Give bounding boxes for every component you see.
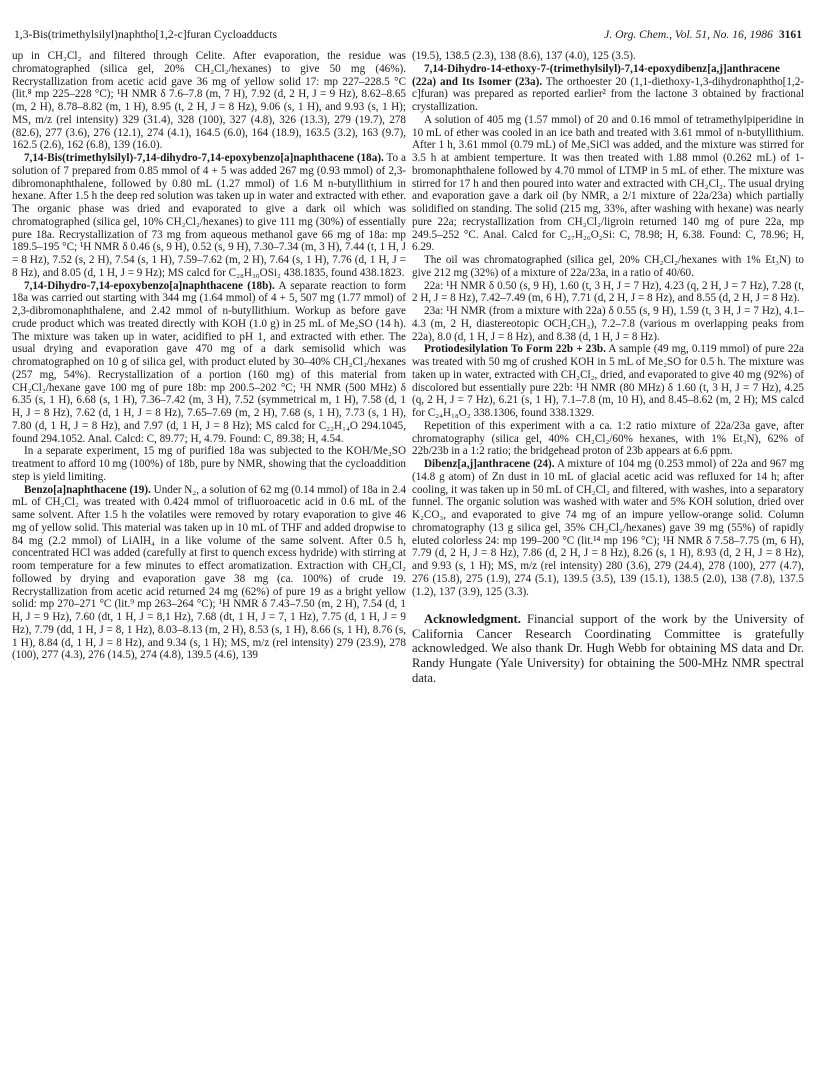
heading-24: Dibenz[a,j]anthracene (24). [424, 458, 555, 470]
paragraph-chromatography: The oil was chromatographed (silica gel, 20% CH₂Cl₂/hexanes with 1% Et₃N) to give 212 mg (32%) of a mixture of 22a/23a, in a ratio of 40/60. [412, 254, 804, 279]
heading-18b: 7,14-Dihydro-7,14-epoxybenzo[a]naphthacene (18b). [24, 279, 275, 292]
paragraph-protiodesilylation [412, 343, 804, 420]
paragraph-18a [12, 152, 406, 280]
paragraph-24 [412, 458, 804, 598]
body-18b: A separate reaction to form 18a was carried out starting with 344 mg (1.64 mmol) of 4 + 5, 507 mg (1.77 mmol) of 2,3-dibromonaphthalene, and 2.42 mmol of n-butyllithium. Workup as before gave crude product which was treated directly with KOH (1.0 g) in 25 mL of Me₂SO (14 h). The mixture was taken up in water, acidified to pH 1, and extracted with ether. The usual drying and evaporation gave 470 mg of a dark semisolid which was chromatographed on 10 g of silica gel, with product eluted by 30–40% CH₂Cl₂/hexanes (257 mg, 54%). Recrystallization of a portion (160 mg) of this material from CH₂Cl₂/hexane gave 100 mg of pure 18b: mp 200.5–202 °C; ¹H NMR (500 MHz) δ 6.35 (s, 1 H), 6.68 (s, 1 H), 7.36–7.42 (m, 3 H), 7.52 (symmetrical m, 1 H), 7.58 (d, 1 H, J = 8 Hz), 7.62 (d, 1 H, J = 8 Hz), 7.65–7.69 (m, 2 H), 7.68 (s, 1 H), 7.73 (s, 1 H), 7.80 (d, 1 H, J = 8 Hz), and 7.97 (d, 1 H, J = 8 Hz); MS calcd for C₂₂H₁₄O 294.1045, found 294.1052. Anal. Calcd: C, 89.77; H, 4.79. Found: C, 89.38; H, 4.54. [12, 279, 406, 445]
running-head-title: 1,3-Bis(trimethylsilyl)naphtho[1,2-c]furan Cycloadducts [14, 28, 278, 41]
paragraph-23a-nmr: 23a: ¹H NMR (from a mixture with 22a) δ 0.55 (s, 9 H), 1.59 (t, 3 H, J = 7 Hz), 4.1–4.3 (m, 2 H, diastereotopic OCH₂CH₃), 7.2–7.8 (various m overlapping peaks from 22a), 8.0 (d, 1 H, J = 8 Hz), and 8.38 (d, 1 H, J = 8 Hz). [412, 305, 804, 343]
body-protiodesilylation: A sample (49 mg, 0.119 mmol) of pure 22a was treated with 50 mg of crushed KOH in 5 mL of Me₂SO for 0.5 h. The mixture was taken up in water, extracted with CH₂Cl₂, dried, and evaporated to give 40 mg (92%) of discolored but essentially pure 22b: ¹H NMR (80 MHz) δ 1.60 (t, 3 H, J = 7 Hz), 4.25 (q, 2 H, J = 7 Hz), 6.21 (s, 1 H), 7.1–7.8 (m, 10 H), and 8.45–8.62 (m, 2 H); MS calcd for C₂₄H₁₈O₂ 338.1306, found 338.1329. [412, 343, 804, 419]
heading-18a: 7,14-Bis(trimethylsilyl)-7,14-dihydro-7,14-epoxybenzo[a]naphthacene (18a). [24, 152, 384, 164]
body-19: Under N₂, a solution of 62 mg (0.14 mmol) of 18a in 2.4 mL of CH₂Cl₂ was treated with 0.424 mmol of trifluoroacetic acid in 0.6 mL of the same solvent. After 1.5 h the volatiles were removed by rotary evaporation to give 46 mg of yellow solid. This material was taken up in 10 mL of THF and added dropwise to 84 mg (2.2 mmol) of LiAlH₄ in a like volume of the same solvent. After 0.5 h, concentrated HCl was added (carefully at first to quench excess hydride) with stirring at room temperature for a few minutes to effect aromatization. Extraction with CH₂Cl₂ followed by drying and evaporation gave 38 mg (ca. 100%) of crude 19. Recrystallization from acetic acid returned 24 mg (62%) of pure 19 as a bright yellow solid: mp 270–271 °C (lit.⁹ mp 263–264 °C); ¹H NMR δ 7.43–7.50 (m, 2 H), 7.54 (d, 1 H, J = 9 Hz), 7.60 (dt, 1 H, J = 8,1 Hz), 7.68 (dt, 1 H, J = 7, 1 Hz), 7.75 (d, 1 H, J = 9 Hz), 7.79 (dd, 1 H, J = 8, 1 Hz), 8.03–8.13 (m, 2 H), 8.53 (s, 1 H), 8.66 (s, 1 H), 8.76 (s, 1 H), 8.84 (d, 1 H, J = 8 Hz), and 9.34 (s, 1 H); MS, m/z (rel intensity) 279 (23.9), 278 (100), 277 (4.3), 276 (14.5), 274 (4.8), 139.5 (4.6), 139 [12, 483, 406, 662]
running-head [14, 28, 802, 44]
body-acknowledgment: Financial support of the work by the University of California Cancer Research Coordinating Committee is gratefully acknowledged. We also thank Dr. Hugh Webb for obtaining MS data and Dr. Randy Hungate (Yale University) for obtaining the 500-MHz NMR spectral data. [412, 612, 804, 685]
running-head-citation [604, 28, 802, 41]
paragraph-separate-experiment: In a separate experiment, 15 mg of purified 18a was subjected to the KOH/Me₂SO treatment to afford 10 mg (100%) of 18b, pure by NMR, showing that the cycloaddition step is yield limiting. [12, 445, 406, 483]
body-24: A mixture of 104 mg (0.253 mmol) of 22a and 967 mg (14.8 g atom) of Zn dust in 10 mL of glacial acetic acid was refluxed for 14 h; after cooling, it was taken up in 50 mL of CH₂Cl₂ and filtered, with washes, into a separatory funnel. The organic solution was washed with water and 5% KOH solution, dried over K₂CO₃, and evaporated to give 74 mg of an impure yellow-orange solid. Column chromatography (13 g silica gel, 35% CH₂Cl₂/hexanes) gave 39 mg (55%) of rapidly eluted colorless 24: mp 199–200 °C (lit.¹⁴ mp 196 °C); ¹H NMR δ 7.58–7.75 (m, 6 H), 7.79 (d, 2 H, J = 8 Hz), 7.86 (d, 2 H, J = 8 Hz), 8.26 (s, 1 H), 8.93 (d, 2 H, J = 8 Hz), and 9.93 (s, 1 H); MS, m/z (rel intensity) 280 (3.6), 279 (24.4), 278 (100), 277 (4.7), 276 (15.8), 275 (1.9), 274 (5.1), 139.5 (3.5), 139 (15.1), 138.5 (2.0), 138 (7.8), 137.5 (1.2), 137 (3.9), 125 (3.3). [412, 458, 804, 598]
paragraph-compound-17: up in CH₂Cl₂ and filtered through Celite. After evaporation, the residue was chromatographed (silica gel, 20% CH₂Cl₂/hexanes) to give 50 mg (46%). Recrystallization from acetic acid gave 36 mg of yellow solid 17: mp 227–228.5 °C (lit.⁸ mp 225–228 °C); ¹H NMR δ 7.6–7.8 (m, 7 H), 7.92 (d, 2 H, J = 9 Hz), 8.62–8.65 (m, 2 H), 8.78–8.82 (m, 1 H), 8.95 (t, 2 H, J = 8 Hz), 9.06 (s, 1 H), and 9.93 (s, 1 H); MS, m/z (rel intensity) 329 (31.4), 328 (100), 327 (4.8), 326 (13.3), 279 (19.7), 278 (82.6), 277 (3.6), 276 (12.1), 274 (4.1), 164.5 (6.0), 164 (18.9), 163.5 (3.2), 163 (9.7), 162.5 (2.6), 162 (6.8), 139 (16.0). [12, 50, 406, 152]
paragraph-continuation: (19.5), 138.5 (2.3), 138 (8.6), 137 (4.0), 125 (3.5). [412, 50, 636, 62]
body-22a-23a: The orthoester 20 (1,1-diethoxy-1,3-dihydronaphtho[1,2-c]furan) was prepared as reported earlier² from the lactone 3 obtained by fractional crystallization. [412, 75, 804, 113]
journal-citation: J. Org. Chem., Vol. 51, No. 16, 1986 [604, 28, 773, 41]
paragraph-repetition: Repetition of this experiment with a ca. 1:2 ratio mixture of 22a/23a gave, after chromatography (silica gel, 40% CH₂Cl₂/60% hexanes, with 1% Et₃N), 62% of 22b/23b in a 1:2 ratio; the bridgehead proton of 23b appears at 6.6 ppm. [412, 419, 804, 458]
body-18a: To a solution of 7 prepared from 0.85 mmol of 4 + 5 was added 267 mg (0.93 mmol) of 2,3-dibromonaphthalene, followed by 0.80 mL (1.27 mmol) of 1.6 M n-butyllithium in hexane. After 1.5 h the deep red solution was taken up in water and extracted with ether. The organic phase was dried and evaporated to give a dark oil which was chromatographed (silica gel, 10% CH₂Cl₂/hexanes) to give 111 mg (30%) of essentially pure 18a. Recrystallization of 73 mg from aqueous methanol gave 66 mg of 18a: mp 189.5–195 °C; ¹H NMR δ 0.46 (s, 9 H), 0.52 (s, 9 H), 7.30–7.34 (m, 3 H), 7.44 (t, 1 H, J = 8 Hz), 7.52 (s, 2 H), 7.54 (s, 1 H), 7.59–7.62 (m, 2 H), 7.64 (s, 1 H), 7.76 (d, 1 H, J = 8 Hz), and 8.05 (d, 1 H, J = 9 Hz); MS calcd for C₂₈H₃₀OSi₂ 438.1835, found 438.1823. [12, 152, 406, 279]
heading-19: Benzo[a]naphthacene (19). [24, 483, 151, 496]
right-column [412, 50, 804, 1060]
heading-22a-23a: 7,14-Dihydro-14-ethoxy-7-(trimethylsilyl)-7,14-epoxydibenz[a,j]anthracene (22a) and Its Isomer (23a). [412, 62, 780, 88]
paragraph-19 [12, 484, 406, 663]
heading-protiodesilylation: Protiodesilylation To Form 22b + 23b. [424, 343, 606, 356]
heading-acknowledgment: Acknowledgment. [424, 612, 521, 627]
paragraph-18b [12, 280, 406, 446]
left-column [12, 50, 406, 1060]
acknowledgment-section [412, 612, 804, 685]
page-number: 3161 [778, 28, 802, 41]
paragraph-22a-23a [412, 63, 804, 114]
paragraph-acknowledgment [412, 612, 804, 685]
paragraph-procedure: A solution of 405 mg (1.57 mmol) of 20 and 0.16 mmol of tetramethylpiperidine in 10 mL of ether was cooled in an ice bath and treated with 3.61 mmol of n-butyllithium. After 1 h, 3.61 mmol (0.79 mL) of Me₃SiCl was added, and the mixture was stirred for 3.5 h at ambient temperture. It was then treated with 1.88 mmol (0.262 mL) of 1-bromonaphthalene followed by 4.70 mmol of LTMP in 5 mL of ether. The mixture was stirred for 17 h and then poured into water and extracted with CH₂Cl₂. The usual drying and evaporation gave a dark oil (by NMR, a 2/1 mixture of 22a/23a) which partially solidified on standing. The solid (215 mg, 33%, after washing with hexane) was nearly pure 22a; recrystallization from CH₂Cl₂/ligroin returned 140 mg of pure 22a, mp 249.5–252 °C. Anal. Calcd for C₂₇H₂₆O₂Si: C, 78.98; H, 6.38. Found: C, 78.96; H, 6.29. [412, 113, 804, 254]
paragraph-22a-nmr: 22a: ¹H NMR δ 0.50 (s, 9 H), 1.60 (t, 3 H, J = 7 Hz), 4.23 (q, 2 H, J = 7 Hz), 7.28 (t, 2 H, J = 8 Hz), 7.42–7.49 (m, 6 H), 7.71 (d, 2 H, J = 8 Hz), and 8.55 (d, 2 H, J = 8 Hz). [412, 279, 804, 305]
